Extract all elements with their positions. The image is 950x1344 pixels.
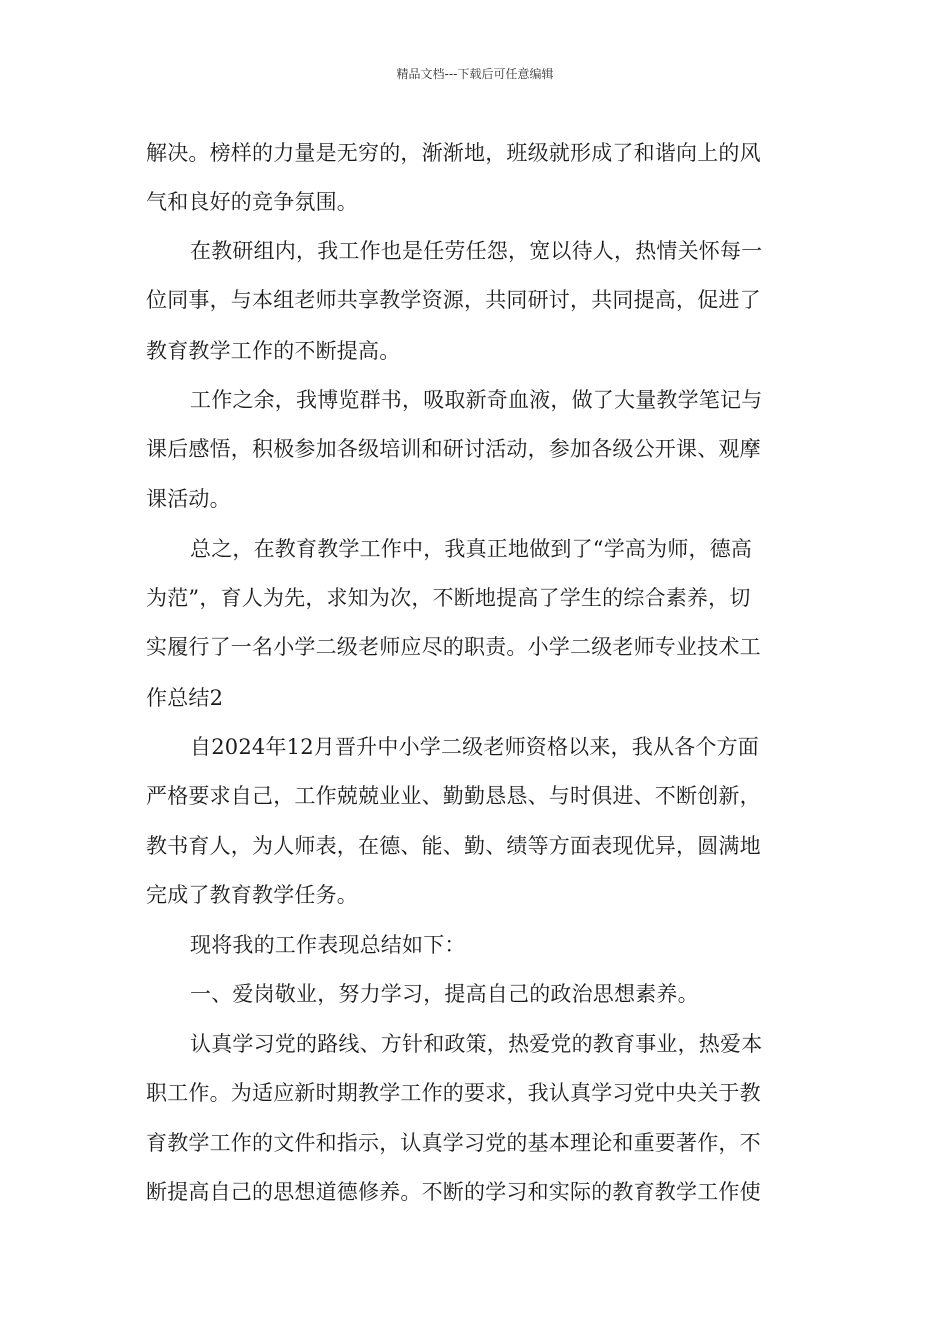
text-line: 一、爱岗敬业，努力学习，提高自己的政治思想素养。: [190, 982, 699, 1006]
text-line: 总之，在教育教学工作中，我真正地做到了“学高为师，德高: [190, 537, 753, 561]
text-line: 气和良好的竞争氛围。: [146, 190, 358, 214]
text-line: 实履行了一名小学二级老师应尽的职责。小学二级老师专业技术工: [146, 635, 761, 659]
text-line: 在教研组内，我工作也是任劳任怨，宽以待人，热情关怀每一: [190, 239, 763, 263]
text-line: 教书育人，为人师表，在德、能、勤、绩等方面表现优异，圆满地: [146, 834, 761, 858]
text-line: 课活动。: [146, 487, 231, 511]
page-header: 精品文档---下载后可任意编辑: [396, 67, 554, 81]
text-line: 现将我的工作表现总结如下：: [190, 933, 466, 957]
text-line: 自2024年12月晋升中小学二级老师资格以来，我从各个方面: [190, 735, 759, 759]
text-line: 作总结2: [146, 686, 224, 710]
text-line: 为范”，育人为先，求知为次，不断地提高了学生的综合素养，切: [146, 586, 751, 610]
text-line: 育教学工作的文件和指示，认真学习党的基本理论和重要著作，不: [146, 1131, 761, 1155]
text-line: 断提高自己的思想道德修养。不断的学习和实际的教育教学工作使: [146, 1180, 761, 1204]
text-line: 严格要求自己，工作兢兢业业、勤勤恳恳、与时俱进、不断创新，: [146, 784, 761, 808]
text-line: 工作之余，我博览群书，吸取新奇血液，做了大量教学笔记与: [190, 388, 763, 412]
text-line: 教育教学工作的不断提高。: [146, 339, 401, 363]
text-line: 课后感悟，积极参加各级培训和研讨活动，参加各级公开课、观摩: [146, 437, 761, 461]
text-line: 认真学习党的路线、方针和政策，热爱党的教育事业，热爱本: [190, 1032, 763, 1056]
text-line: 完成了教育教学任务。: [146, 883, 358, 907]
text-line: 位同事，与本组老师共享教学资源，共同研讨，共同提高，促进了: [146, 288, 761, 312]
text-line: 职工作。为适应新时期教学工作的要求，我认真学习党中央关于教: [146, 1081, 761, 1105]
text-line: 解决。榜样的力量是无穷的，渐渐地，班级就形成了和谐向上的风: [146, 141, 761, 165]
